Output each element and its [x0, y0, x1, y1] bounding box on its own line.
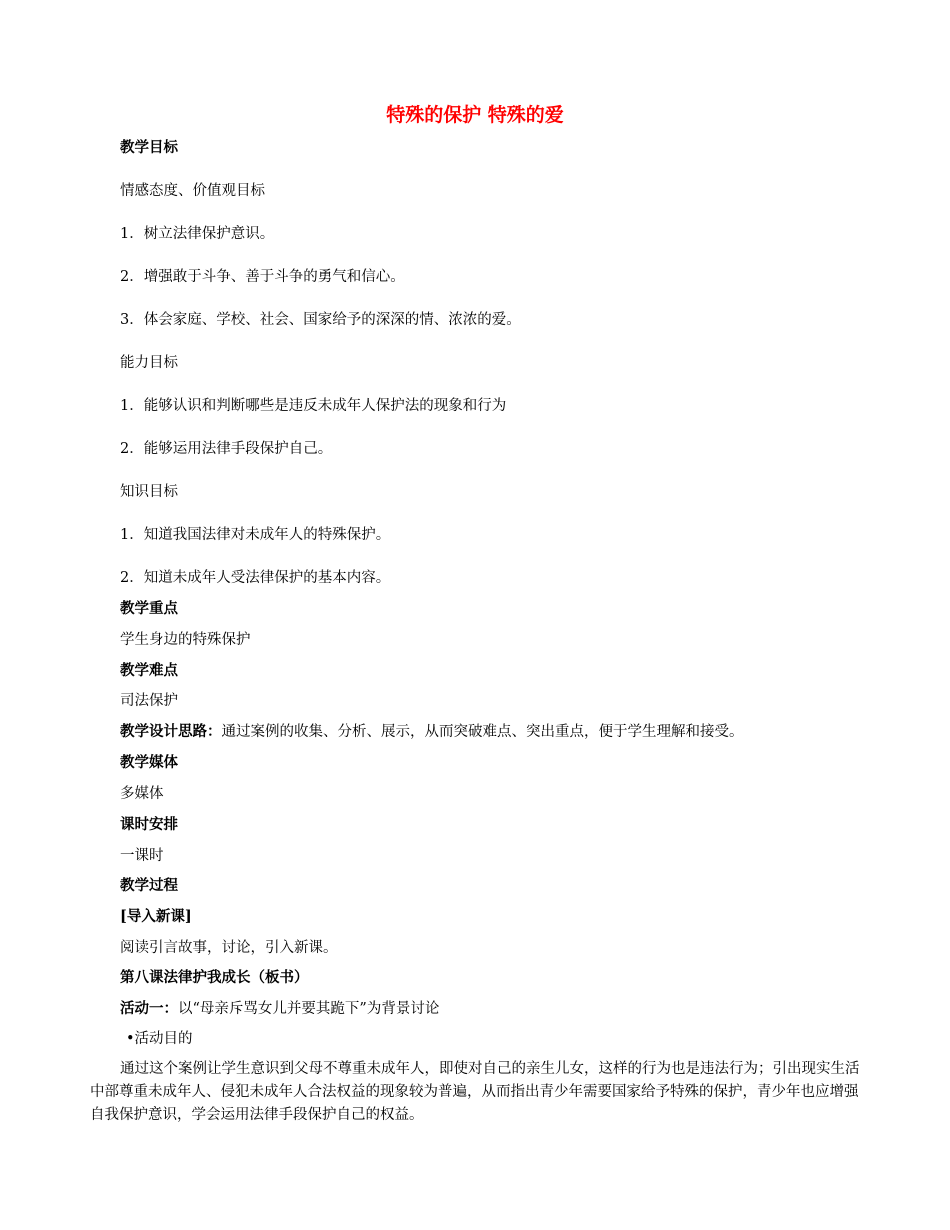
goals-heading: 教学目标	[120, 139, 178, 156]
design-line	[120, 721, 860, 743]
difficulty-heading: 教学难点	[120, 662, 178, 679]
document-title: 特殊的保护 特殊的爱	[386, 104, 564, 126]
process-heading: 教学过程	[120, 877, 178, 894]
activity-text: 以“母亲斥骂女儿并要其跪下”为背景讨论	[178, 1001, 440, 1017]
emotion-goals-heading: 情感态度、价值观目标	[120, 183, 265, 199]
design-label: 教学设计思路：	[120, 723, 222, 740]
ability-goal-item-2: 2．能够运用法律手段保护自己。	[120, 441, 333, 457]
activity-label: 活动一：	[120, 1000, 178, 1017]
intro-heading: [导入新课]	[120, 908, 192, 925]
knowledge-goal-item-1: 1．知道我国法律对未成年人的特殊保护。	[120, 527, 391, 543]
emotion-goal-item-1: 1．树立法律保护意识。	[120, 226, 275, 242]
ability-goal-item-1: 1．能够认识和判断哪些是违反未成年人保护法的现象和行为	[120, 398, 507, 414]
schedule-heading: 课时安排	[120, 816, 178, 833]
schedule-text: 一课时	[120, 848, 164, 864]
media-text: 多媒体	[120, 786, 164, 802]
emotion-goal-item-2: 2．增强敢于斗争、善于斗争的勇气和信心。	[120, 269, 405, 285]
emotion-goal-item-3: 3．体会家庭、学校、社会、国家给予的深深的情、浓浓的爱。	[120, 312, 521, 328]
difficulty-text: 司法保护	[120, 693, 178, 709]
intro-text: 阅读引言故事，讨论，引入新课。	[120, 940, 338, 956]
design-text: 通过案例的收集、分析、展示，从而突破难点、突出重点，便于学生理解和接受。	[221, 724, 744, 740]
knowledge-goal-item-2: 2．知道未成年人受法律保护的基本内容。	[120, 570, 391, 586]
key-point-text: 学生身边的特殊保护	[120, 632, 251, 648]
activity-paragraph: 通过这个案例让学生意识到父母不尊重未成年人，即使对自己的亲生儿女，这样的行为也是违法行为；引出现实生活中部尊重未成年人、侵犯未成年人合法权益的现象较为普遍，从而指出青少年需要国家给予特殊的保护，青少年也应增强自我保护意识，学会运用法律手段保护自己的权益。	[90, 1061, 860, 1123]
lesson-heading: 第八课法律护我成长（板书）	[120, 969, 309, 986]
knowledge-goals-heading: 知识目标	[120, 484, 178, 500]
activity-purpose: •活动目的	[126, 1031, 193, 1047]
media-heading: 教学媒体	[120, 754, 178, 771]
key-point-heading: 教学重点	[120, 600, 178, 617]
ability-goals-heading: 能力目标	[120, 355, 178, 371]
activity-line	[120, 998, 860, 1020]
